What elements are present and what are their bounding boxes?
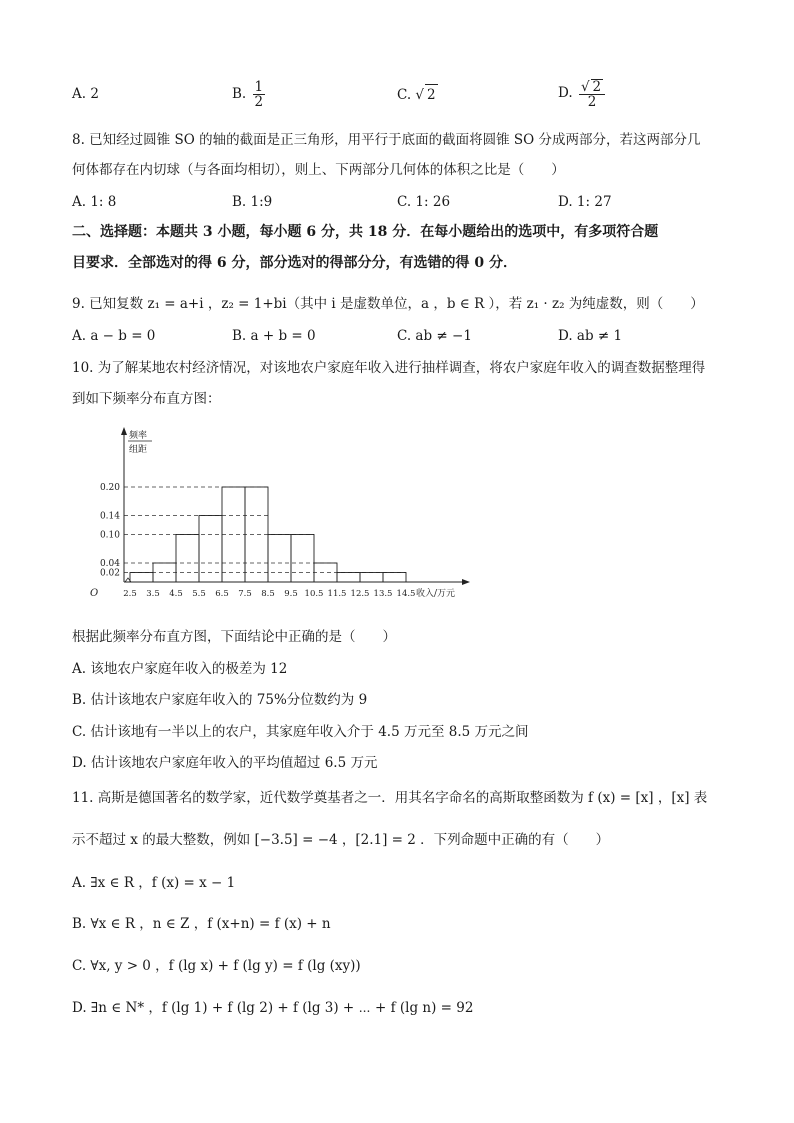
histogram-bar — [360, 573, 383, 583]
section2-heading-line2: 目要求．全部选对的得 6 分，部分选对的得部分分，有选错的得 0 分． — [72, 255, 517, 271]
q8-option-a: A. 1: 8 — [72, 194, 117, 210]
q9-option-d: D. ab ≠ 1 — [558, 328, 623, 344]
frac-num: 1 — [254, 79, 264, 95]
x-axis-arrow — [462, 579, 470, 585]
sqrt-value: 2 — [425, 84, 438, 105]
histogram-bar — [314, 563, 337, 582]
x-tick-label: 5.5 — [192, 589, 206, 599]
q8-option-d: D. 1: 27 — [558, 194, 612, 210]
y-tick-label: 0.10 — [99, 530, 120, 541]
y-tick-label: 0.14 — [99, 511, 120, 522]
x-tick-label: 8.5 — [261, 589, 275, 599]
q7-option-d-fraction: $\frac{√ 2}{2}$ — [579, 79, 605, 109]
x-tick-label: 3.5 — [146, 589, 160, 599]
frac-num: 2 — [592, 78, 602, 95]
q10-option-d: D. 估计该地农户家庭年收入的平均值超过 6.5 万元 — [72, 755, 378, 771]
y-tick-label: 0.20 — [99, 483, 120, 493]
q7-option-d — [558, 76, 607, 110]
q10-option-c: C. 估计该地有一半以上的农户，其家庭年收入介于 4.5 万元至 8.5 万元之间 — [72, 724, 529, 740]
q9-option-a: A. a − b = 0 — [72, 328, 156, 344]
x-tick-label: 12.5 — [350, 589, 370, 599]
q7-option-b-label: B. — [232, 86, 247, 102]
x-tick-label: 9.5 — [284, 589, 298, 599]
q10-question: 根据此频率分布直方图，下面结论中正确的是（ ） — [72, 629, 396, 645]
q11-option-c: C. ∀x, y > 0 ，f (lg x) + f (lg y) = f (lg (xy)) — [72, 958, 361, 974]
q10-stem-line2: 到如下频率分布直方图： — [72, 391, 221, 407]
q11-stem-line2: 示不超过 x 的最大整数，例如 [−3.5] = −4 ，[2.1] = 2 ．下列命题中正确的有（ ） — [72, 832, 610, 848]
q8-stem-line1: 8. 已知经过圆锥 SO 的轴的截面是正三角形，用平行于底面的截面将圆锥 SO 分成两部分，若这两部分几 — [72, 132, 701, 148]
q9-option-c: C. ab ≠ −1 — [397, 328, 472, 344]
q11-stem-line1: 11. 高斯是德国著名的数学家，近代数学奠基者之一．用其名字命名的高斯取整函数为 f (x) = [x] ，[x] 表 — [72, 790, 708, 806]
y-axis-label-top: 频率 — [129, 431, 148, 441]
frac-den: 2 — [254, 94, 264, 110]
histogram-bar — [130, 573, 153, 583]
q7-option-d-label: D. — [558, 85, 573, 101]
q7-option-b — [232, 80, 267, 109]
x-tick-label: 6.5 — [215, 589, 229, 599]
x-tick-label: 14.5 — [396, 589, 416, 599]
y-tick-label: 0.04 — [99, 559, 120, 569]
x-tick-label: 4.5 — [169, 589, 183, 599]
q8-option-c: C. 1: 26 — [397, 194, 451, 210]
histogram-bar — [268, 535, 291, 583]
q10-option-b: B. 估计该地农户家庭年收入的 75%分位数约为 9 — [72, 692, 368, 708]
y-tick-label: 0.02 — [99, 568, 120, 579]
q11-option-a: A. ∃x ∈ R ，f (x) = x − 1 — [72, 875, 236, 891]
q9-option-b: B. a + b = 0 — [232, 328, 316, 344]
histogram-bar — [383, 573, 406, 583]
frequency-histogram — [72, 425, 492, 615]
y-axis-label-bottom: 组距 — [129, 445, 148, 455]
x-axis-label: 收入/万元 — [416, 589, 456, 599]
q7-option-a: A. 2 — [72, 86, 99, 102]
q8-option-b: B. 1:9 — [232, 194, 273, 210]
q7-option-b-fraction — [253, 80, 266, 109]
section2-heading-line1: 二、选择题：本题共 3 小题，每小题 6 分，共 18 分．在每小题给出的选项中，有多项符合题 — [72, 224, 659, 240]
histogram-bar — [176, 535, 199, 583]
q7-option-c-label: C. — [397, 87, 412, 103]
histogram-bar — [291, 535, 314, 583]
origin-label: O — [90, 588, 99, 599]
x-tick-label: 10.5 — [304, 589, 324, 599]
q10-stem-line1: 10. 为了解某地农村经济情况，对该地农户家庭年收入进行抽样调查，将农户家庭年收入的调查数据整理得 — [72, 360, 706, 376]
x-tick-label: 11.5 — [327, 589, 347, 599]
histogram-bar — [153, 563, 176, 582]
x-tick-label: 7.5 — [238, 589, 252, 599]
q11-option-d: D. ∃n ∈ N* ，f (lg 1) + f (lg 2) + f (lg 3) + ⋯ + f (lg n) = 92 — [72, 1000, 474, 1016]
x-tick-label: 13.5 — [373, 589, 393, 599]
q8-stem-line2: 何体都存在内切球（与各面均相切），则上、下两部分几何体的体积之比是（ ） — [72, 162, 565, 178]
q11-option-b: B. ∀x ∈ R ，n ∈ Z ，f (x+n) = f (x) + n — [72, 916, 331, 932]
histogram-bar — [199, 516, 222, 583]
frac-den: 2 — [587, 93, 597, 110]
y-axis-arrow — [121, 427, 127, 435]
x-tick-label: 2.5 — [123, 589, 137, 599]
q10-option-a: A. 该地农户家庭年收入的极差为 12 — [72, 661, 288, 677]
q9-stem: 9. 已知复数 z₁ = a+i ，z₂ = 1+bi（其中 i 是虚数单位，a ，b ∈ R ），若 z₁ · z₂ 为纯虚数，则（ ） — [72, 296, 704, 312]
q7-option-c: C. √ 2 — [397, 84, 438, 105]
histogram-bar — [337, 573, 360, 583]
